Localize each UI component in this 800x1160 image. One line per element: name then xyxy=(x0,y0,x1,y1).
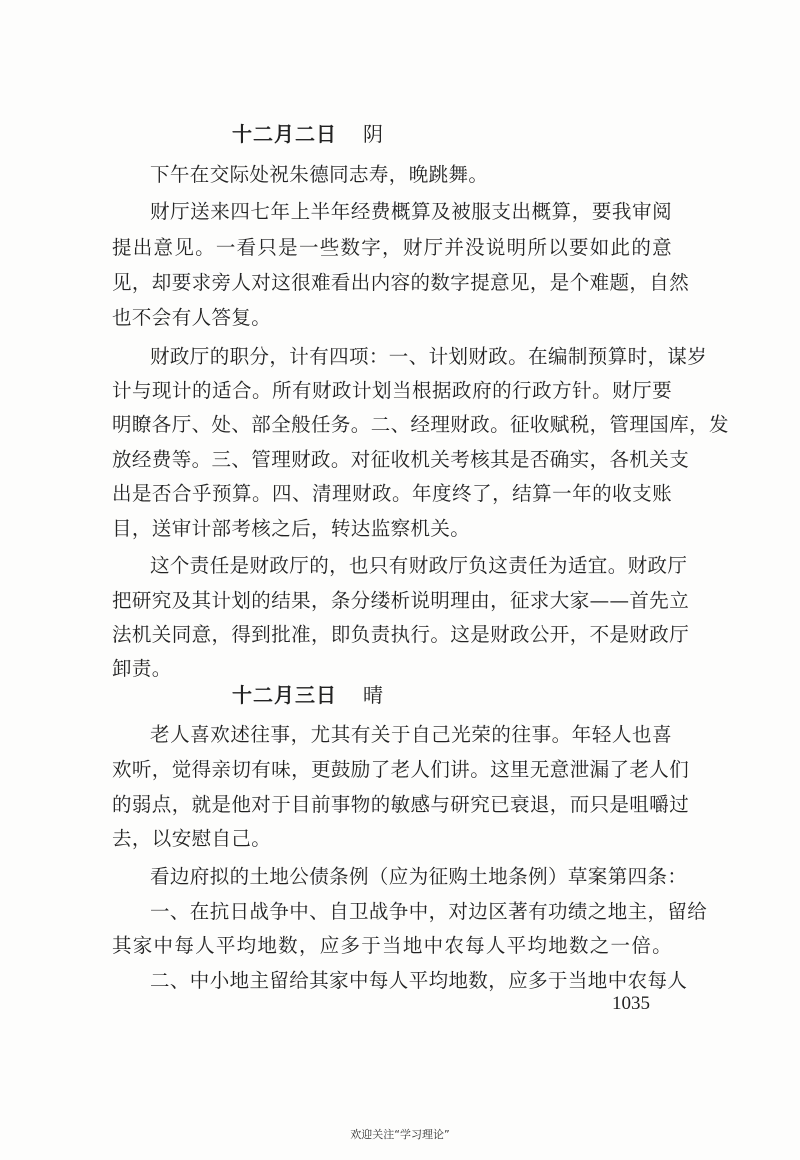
text-line: 目，送审计部考核之后，转达监察机关。 xyxy=(112,517,471,540)
text-line: 其家中每人平均地数，应多于当地中农每人平均地数之一倍。 xyxy=(112,934,672,957)
text-line: 提出意见。一看只是一些数字，财厅并没说明所以要如此的意 xyxy=(112,236,672,259)
entry-weather: 阴 xyxy=(363,122,384,146)
entry-date: 十二月二日 xyxy=(232,122,337,146)
text-line: 财政厅的职分，计有四项：一、计划财政。在编制预算时，谋岁 xyxy=(150,345,708,368)
text-line: 财厅送来四七年上半年经费概算及被服支出概算，要我审阅 xyxy=(150,200,672,223)
entry-heading-dec-2 xyxy=(232,118,384,147)
text-line: 计与现计的适合。所有财政计划当根据政府的行政方针。财厅要 xyxy=(112,379,672,402)
entry-date: 十二月三日 xyxy=(232,683,337,707)
text-line: 把研究及其计划的结果，条分缕析说明理由，征求大家——首先立 xyxy=(112,589,690,612)
text-line: 二、中小地主留给其家中每人平均地数，应多于当地中农每人 xyxy=(150,969,688,992)
footer-caption: 欢迎关注“学习理论” xyxy=(350,1128,450,1141)
text-line: 出是否合乎预算。四、清理财政。年度终了，结算一年的收支账 xyxy=(112,482,672,505)
text-line: 明瞭各厅、处、部全般任务。二、经理财政。征收赋税，管理国库，发 xyxy=(112,413,729,436)
entry-weather: 晴 xyxy=(363,683,384,707)
entry-heading-dec-3 xyxy=(232,679,384,708)
text-line: 见，却要求旁人对这很难看出内容的数字提意见，是个难题，自然 xyxy=(112,271,690,294)
text-line: 看边府拟的土地公债条例（应为征购土地条例）草案第四条： xyxy=(150,865,688,888)
text-line: 一、在抗日战争中、自卫战争中，对边区著有功绩之地主，留给 xyxy=(150,900,708,923)
text-line: 放经费等。三、管理财政。对征收机关考核其是否确实，各机关支 xyxy=(112,448,690,471)
text-line: 下午在交际处祝朱德同志寿，晚跳舞。 xyxy=(150,163,489,186)
text-line: 的弱点，就是他对于目前事物的敏感与研究已衰退，而只是咀嚼过 xyxy=(112,793,690,816)
text-line: 法机关同意，得到批准，即负责执行。这是财政公开，不是财政厅 xyxy=(112,623,690,646)
text-line: 这个责任是财政厅的，也只有财政厅负这责任为适宜。财政厅 xyxy=(150,554,688,577)
page-number: 1035 xyxy=(612,993,650,1014)
text-line: 也不会有人答复。 xyxy=(112,306,272,329)
text-line: 欢听，觉得亲切有味，更鼓励了老人们讲。这里无意泄漏了老人们 xyxy=(112,758,690,781)
text-line: 去，以安慰自己。 xyxy=(112,827,272,850)
text-line: 老人喜欢述往事，尤其有关于自己光荣的往事。年轻人也喜 xyxy=(150,723,672,746)
text-line: 卸责。 xyxy=(112,657,172,680)
